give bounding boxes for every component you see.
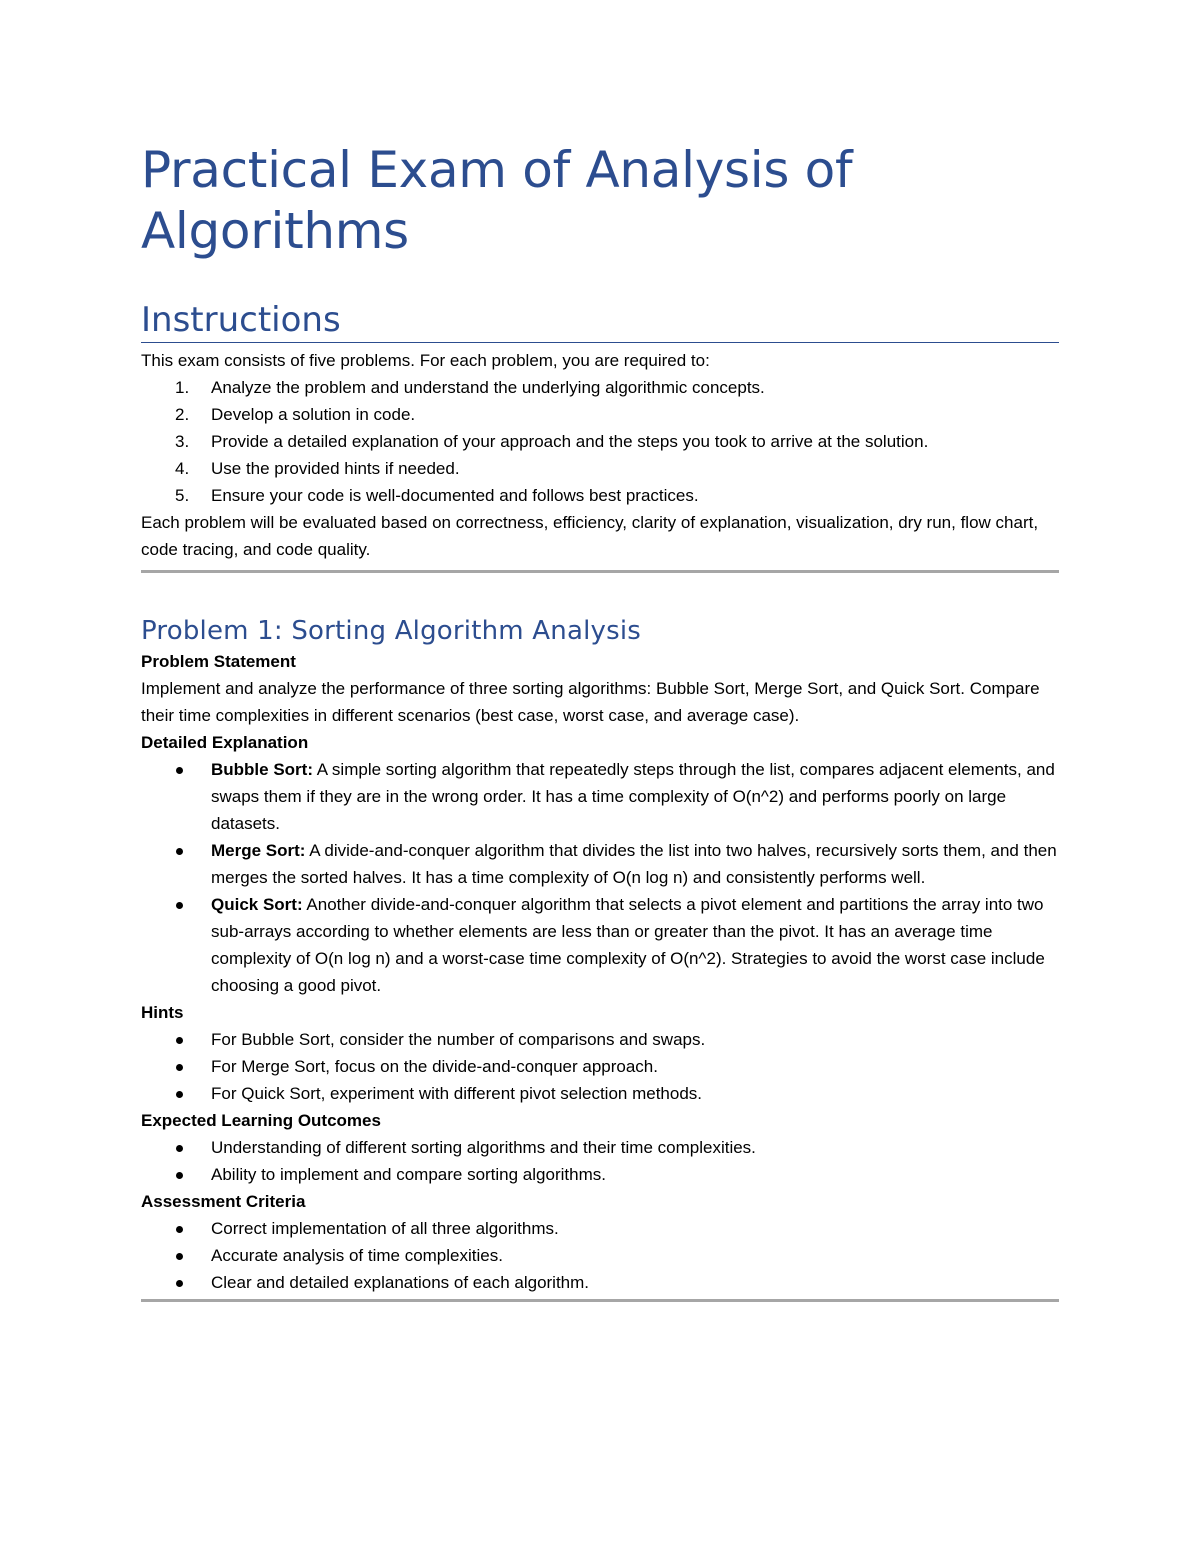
- list-item: [141, 401, 1059, 428]
- bullet-icon: [176, 1037, 183, 1044]
- term-separator: :: [296, 895, 303, 914]
- problem-1-heading: Problem 1: Sorting Algorithm Analysis: [141, 616, 642, 646]
- hint-text: For Merge Sort, focus on the divide-and-conquer approach.: [211, 1057, 658, 1076]
- list-item-text: Use the provided hints if needed.: [211, 459, 460, 478]
- outcomes-list: [141, 1134, 1059, 1188]
- list-item: [141, 1215, 1059, 1242]
- hint-text: For Bubble Sort, consider the number of comparisons and swaps.: [211, 1030, 706, 1049]
- detailed-explanation-heading: Detailed Explanation: [141, 733, 309, 752]
- title-line-1: Practical Exam of Analysis of: [141, 141, 853, 199]
- term-separator: :: [299, 841, 306, 860]
- list-item: [141, 1053, 1059, 1080]
- term-separator: :: [307, 760, 314, 779]
- list-item: [141, 482, 1059, 509]
- list-item-text: Develop a solution in code.: [211, 405, 416, 424]
- algorithm-description: Another divide-and-conquer algorithm that selects a pivot element and partitions the array into two sub-arrays according to whether elements are less than or greater than the pivot. It has an average time complexity of O(n log n) and a worst-case time complexity of O(n^2). Strategies to avoid the worst case include choosing a good pivot.: [211, 895, 1045, 995]
- list-item-text: Provide a detailed explanation of your approach and the steps you took to arrive at the solution.: [211, 432, 929, 451]
- bullet-icon: [176, 1280, 183, 1287]
- list-item: [141, 891, 1059, 999]
- bullet-icon: [176, 1226, 183, 1233]
- bullet-icon: [176, 902, 183, 909]
- problem-statement-text: Implement and analyze the performance of three sorting algorithms: Bubble Sort, Merge Sort, and Quick Sort. Compare their time complexities in different scenarios (best case, worst case, and average case).: [141, 679, 1040, 725]
- list-number: 4.: [175, 459, 190, 478]
- hint-text: For Quick Sort, experiment with different pivot selection methods.: [211, 1084, 703, 1103]
- list-item: [141, 374, 1059, 401]
- outcome-text: Ability to implement and compare sorting algorithms.: [211, 1165, 606, 1184]
- list-item: [141, 428, 1059, 455]
- instructions-steps-list: [141, 374, 1059, 509]
- section-divider: [141, 1299, 1059, 1302]
- list-item: [141, 837, 1059, 891]
- criterion-text: Clear and detailed explanations of each algorithm.: [211, 1273, 590, 1292]
- algorithm-description: A divide-and-conquer algorithm that divides the list into two halves, recursively sorts them, and then merges the sorted halves. It has a time complexity of O(n log n) and consistently performs well.: [211, 841, 1057, 887]
- bullet-icon: [176, 1253, 183, 1260]
- bullet-icon: [176, 1145, 183, 1152]
- criteria-heading: Assessment Criteria: [141, 1192, 306, 1211]
- list-item: [141, 1080, 1059, 1107]
- explanation-list: [141, 756, 1059, 999]
- list-item: [141, 756, 1059, 837]
- algorithm-term: Merge Sort: [211, 841, 300, 860]
- list-item: [141, 1134, 1059, 1161]
- hints-list: [141, 1026, 1059, 1107]
- list-item: [141, 1269, 1059, 1296]
- section-divider: [141, 570, 1059, 573]
- list-number: 3.: [175, 432, 190, 451]
- outcomes-heading: Expected Learning Outcomes: [141, 1111, 381, 1130]
- list-item: [141, 1242, 1059, 1269]
- list-number: 2.: [175, 405, 190, 424]
- document-title: [141, 140, 1059, 262]
- list-item-text: Ensure your code is well-documented and follows best practices.: [211, 486, 699, 505]
- algorithm-term: Bubble Sort: [211, 760, 308, 779]
- evaluation-text: Each problem will be evaluated based on correctness, efficiency, clarity of explanation, visualization, dry run, flow chart, code tracing, and code quality.: [141, 513, 1039, 559]
- document-page: [141, 140, 1059, 1302]
- instructions-intro: This exam consists of five problems. For each problem, you are required to:: [141, 351, 710, 370]
- instructions-heading: Instructions: [141, 300, 1059, 343]
- algorithm-description: A simple sorting algorithm that repeatedly steps through the list, compares adjacent elements, and swaps them if they are in the wrong order. It has a time complexity of O(n^2) and performs poorly on large datasets.: [211, 760, 1055, 833]
- list-item: [141, 1161, 1059, 1188]
- criterion-text: Accurate analysis of time complexities.: [211, 1246, 503, 1265]
- list-item: [141, 455, 1059, 482]
- bullet-icon: [176, 1064, 183, 1071]
- bullet-icon: [176, 848, 183, 855]
- algorithm-term: Quick Sort: [211, 895, 297, 914]
- title-line-2: Algorithms: [141, 202, 409, 260]
- list-item-text: Analyze the problem and understand the underlying algorithmic concepts.: [211, 378, 765, 397]
- criterion-text: Correct implementation of all three algorithms.: [211, 1219, 559, 1238]
- list-item: [141, 1026, 1059, 1053]
- bullet-icon: [176, 767, 183, 774]
- bullet-icon: [176, 1091, 183, 1098]
- bullet-icon: [176, 1172, 183, 1179]
- list-number: 5.: [175, 486, 190, 505]
- list-number: 1.: [175, 378, 190, 397]
- problem-statement-heading: Problem Statement: [141, 652, 296, 671]
- outcome-text: Understanding of different sorting algorithms and their time complexities.: [211, 1138, 756, 1157]
- hints-heading: Hints: [141, 1003, 184, 1022]
- criteria-list: [141, 1215, 1059, 1296]
